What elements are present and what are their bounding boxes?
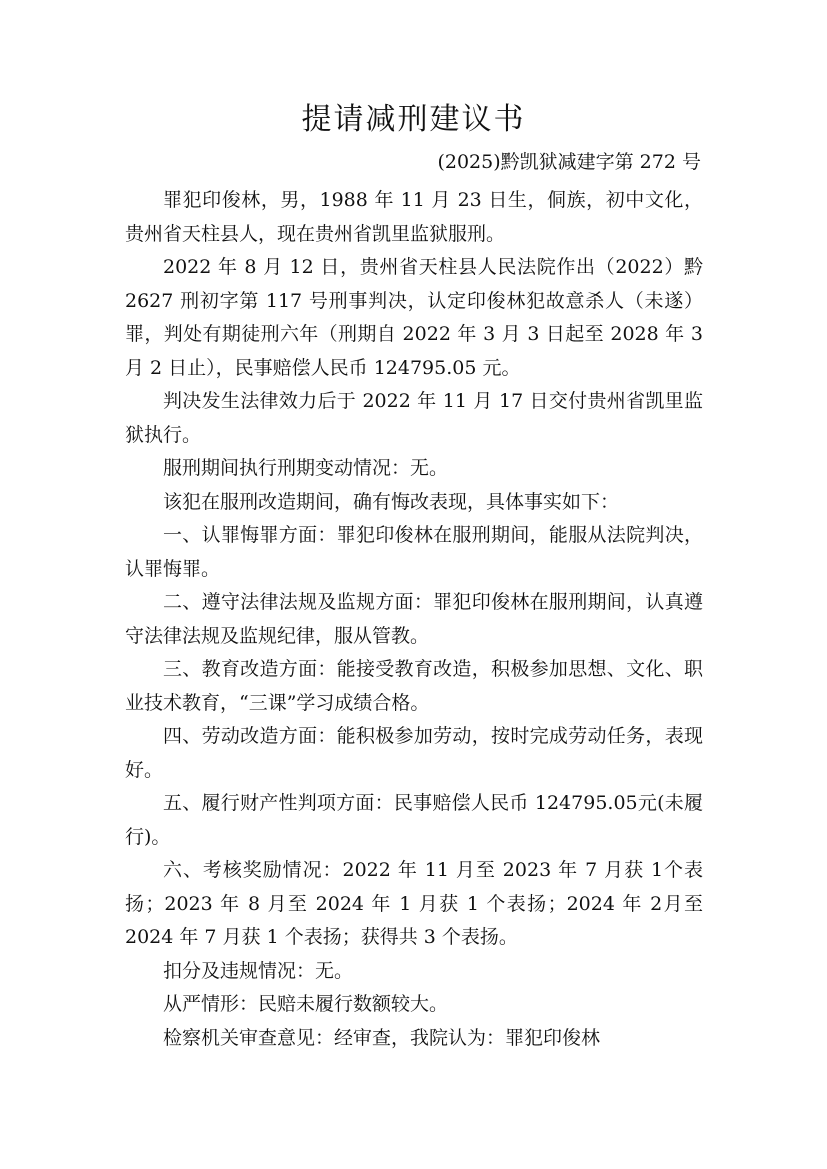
paragraph-repentance: 一、认罪悔罪方面：罪犯印俊林在服刑期间，能服从法院判决，认罪悔罪。 [125,524,703,580]
document-body [125,184,703,1055]
paragraph-term-change: 服刑期间执行刑期变动情况：无。 [163,457,449,479]
paragraph-strict-circumstances: 从严情形：民赔未履行数额较大。 [163,993,449,1015]
paragraph-facts-intro: 该犯在服刑改造期间，确有悔改表现，具体事实如下： [163,490,620,513]
paragraph-delivery: 判决发生法律效力后于 2022 年 11 月 17 日交付贵州省凯里监狱执行。 [125,390,703,446]
paragraph-property: 五、履行财产性判项方面：民事赔偿人民币 124795.05元(未履行)。 [125,792,703,848]
paragraph-criminal-info: 罪犯印俊林，男，1988 年 11 月 23 日生，侗族，初中文化，贵州省天柱县人，现在贵州省凯里监狱服刑。 [125,189,703,245]
document-title: 提请减刑建议书 [301,102,526,137]
paragraph-procuratorate-opinion: 检察机关审查意见：经审查，我院认为：罪犯印俊林 [163,1026,601,1049]
paragraph-violations: 扣分及违规情况：无。 [163,959,354,982]
document-number: (2025)黔凯狱减建字第 272 号 [437,151,701,173]
paragraph-rewards: 六、考核奖励情况：2022 年 11 月至 2023 年 7 月获 1个表扬；2023 年 8 月至 2024 年 1 月获 1 个表扬；2024 年 2月至 2024 年 7 月获 1 个表扬；获得共 3 个表扬。 [125,859,703,948]
paragraph-education: 三、教育改造方面：能接受教育改造，积极参加思想、文化、职业技术教育，“三课”学习成绩合格。 [125,658,703,714]
paragraph-labor: 四、劳动改造方面：能积极参加劳动，按时完成劳动任务，表现好。 [125,725,703,781]
paragraph-judgment: 2022 年 8 月 12 日，贵州省天柱县人民法院作出（2022）黔 2627 刑初字第 117 号刑事判决，认定印俊林犯故意杀人（未遂）罪，判处有期徒刑六年（刑期自 2022 年 3 月 3 日起至 2028 年 3 月 2 日止），民事赔偿人民币 124795.05 元。 [125,256,703,379]
paragraph-compliance: 二、遵守法律法规及监规方面：罪犯印俊林在服刑期间，认真遵守法律法规及监规纪律，服从管教。 [125,591,703,647]
